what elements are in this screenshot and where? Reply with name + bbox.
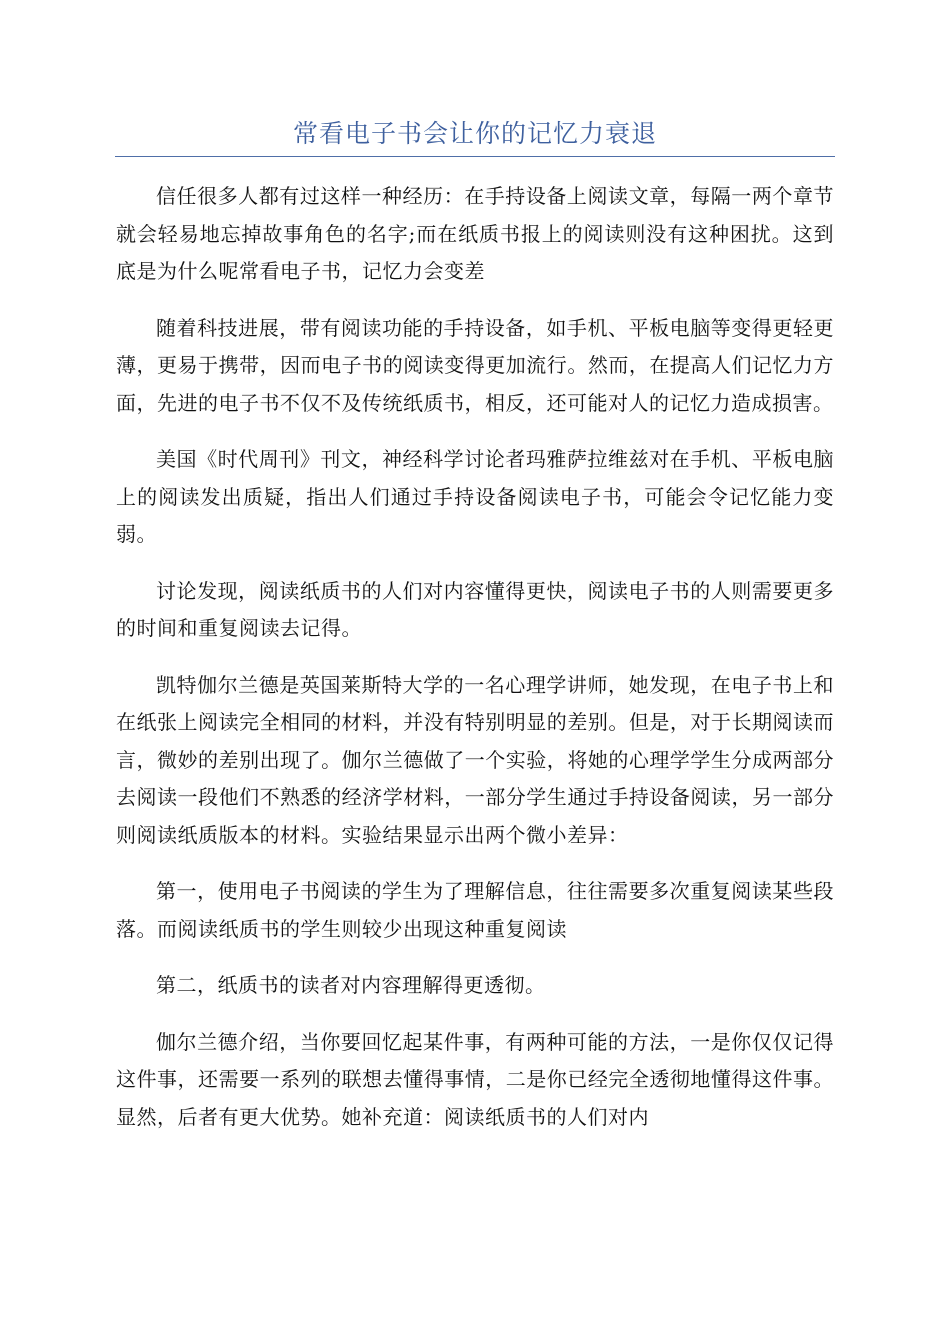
document-body [116, 178, 834, 1155]
paragraph: 信任很多人都有过这样一种经历：在手持设备上阅读文章，每隔一两个章节就会轻易地忘掉故事角色的名字;而在纸质书报上的阅读则没有这种困扰。这到底是为什么呢常看电子书，记忆力会变差 [116, 184, 834, 283]
paragraph: 第二，纸质书的读者对内容理解得更透彻。 [156, 973, 546, 997]
document-title: 常看电子书会让你的记忆力衰退 [292, 119, 657, 148]
title-block [115, 112, 835, 157]
paragraph: 美国《时代周刊》刊文，神经科学讨论者玛雅萨拉维兹对在手机、平板电脑上的阅读发出质疑，指出人们通过手持设备阅读电子书，可能会令记忆能力变弱。 [116, 447, 834, 546]
paragraph: 第一，使用电子书阅读的学生为了理解信息，往往需要多次重复阅读某些段落。而阅读纸质书的学生则较少出现这种重复阅读 [116, 879, 834, 941]
paragraph: 凯特伽尔兰德是英国莱斯特大学的一名心理学讲师，她发现，在电子书上和在纸张上阅读完全相同的材料，并没有特别明显的差别。但是，对于长期阅读而言，微妙的差别出现了。伽尔兰德做了一个实验，将她的心理学学生分成两部分去阅读一段他们不熟悉的经济学材料，一部分学生通过手持设备阅读，另一部分则阅读纸质版本的材料。实验结果显示出两个微小差异： [116, 672, 834, 847]
paragraph: 讨论发现，阅读纸质书的人们对内容懂得更快，阅读电子书的人则需要更多的时间和重复阅读去记得。 [116, 578, 834, 640]
paragraph: 随着科技进展，带有阅读功能的手持设备，如手机、平板电脑等变得更轻更薄，更易于携带，因而电子书的阅读变得更加流行。然而，在提高人们记忆力方面，先进的电子书不仅不及传统纸质书，相反，还可能对人的记忆力造成损害。 [116, 315, 834, 415]
paragraph: 伽尔兰德介绍，当你要回忆起某件事，有两种可能的方法，一是你仅仅记得这件事，还需要一系列的联想去懂得事情，二是你已经完全透彻地懂得这件事。显然，后者有更大优势。她补充道：阅读纸质书的人们对内 [116, 1029, 834, 1129]
